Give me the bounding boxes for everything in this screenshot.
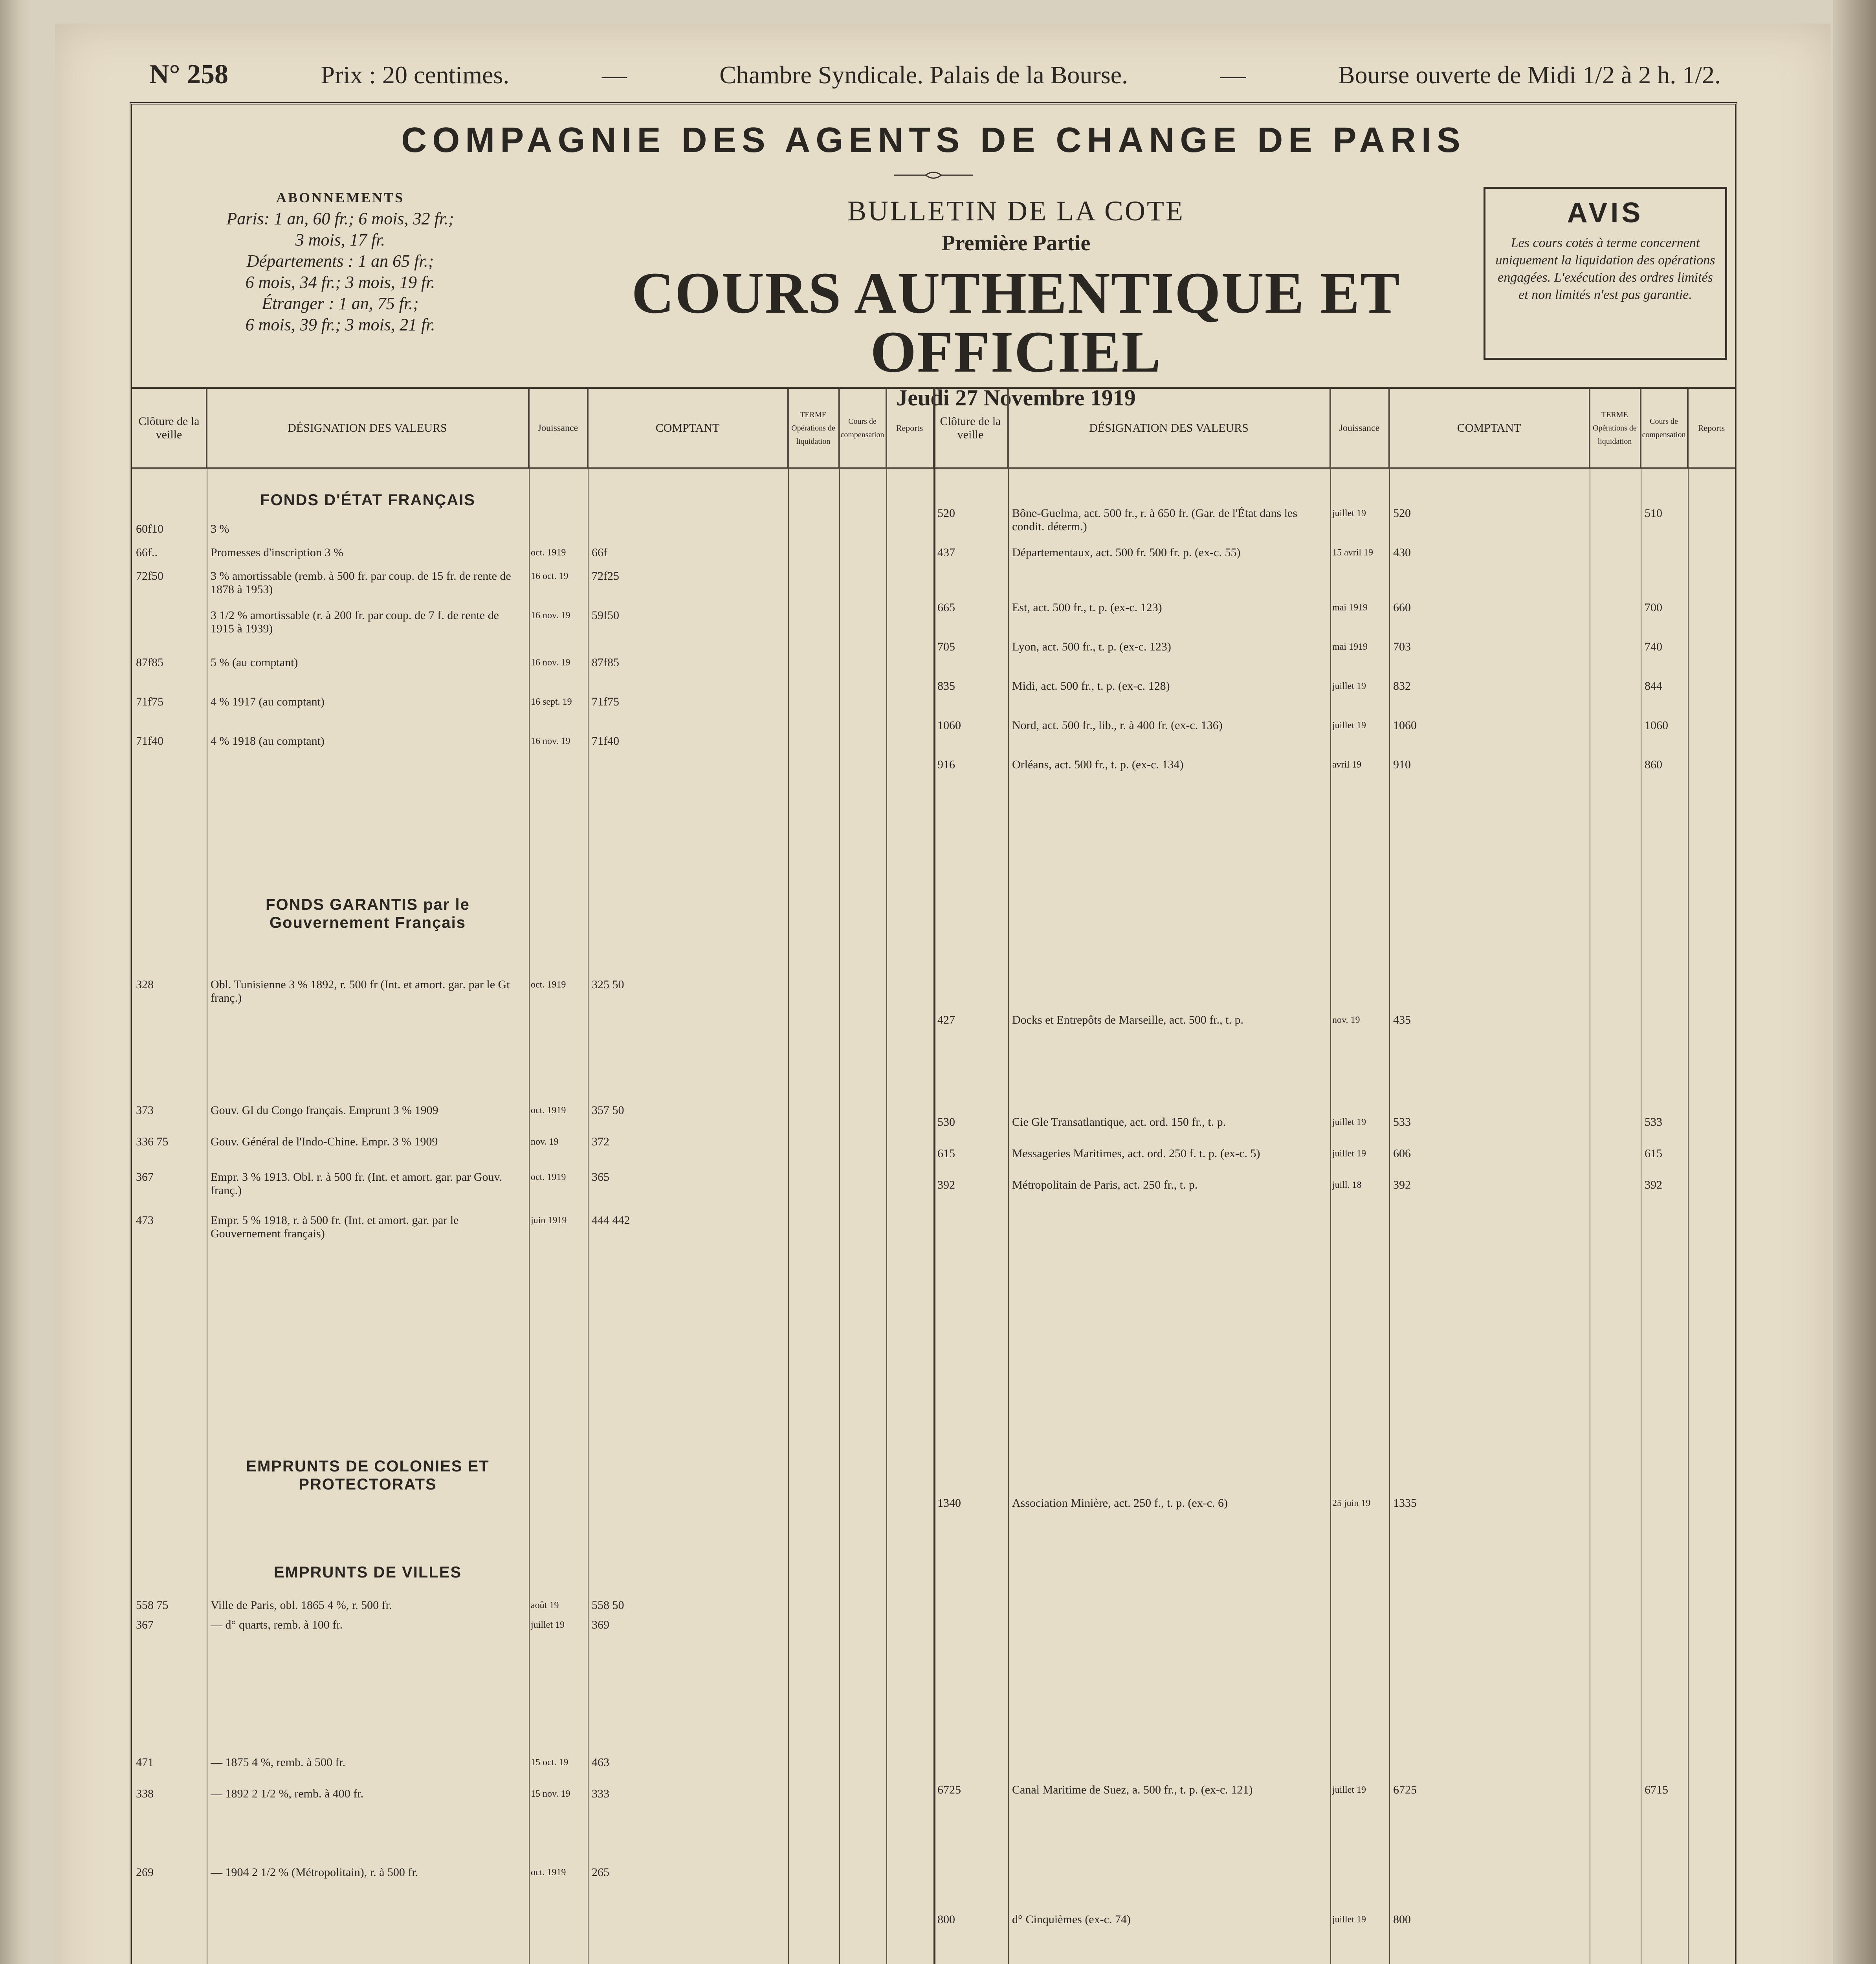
security-name: 4 % 1917 (au comptant) [211, 695, 325, 708]
compensation-value: 533 [1645, 1116, 1662, 1129]
compensation-value: 700 [1645, 601, 1662, 614]
cloture-value: 471 [136, 1756, 154, 1769]
col-reports: Reports [1698, 423, 1725, 433]
masthead [545, 195, 1487, 411]
security-name: Association Minière, act. 250 f., t. p. (ex-c. 6) [1012, 1497, 1228, 1510]
comptant-value: 392 [1393, 1178, 1411, 1191]
security-name: Empr. 3 % 1913. Obl. r. à 500 fr. (Int. et amort. gar. par Gouv. franç.) [211, 1171, 502, 1197]
jouissance-value: juillet 19 [1332, 1117, 1366, 1127]
company-title: COMPAGNIE DES AGENTS DE CHANGE DE PARIS [401, 121, 1466, 160]
cloture-value: 437 [937, 546, 955, 559]
comptant-value: 430 [1393, 546, 1411, 559]
jouissance-value: 16 oct. 19 [531, 571, 568, 581]
notice-box [1484, 187, 1727, 360]
column-rule [839, 389, 840, 1964]
subscription-line: 6 mois, 34 fr.; 3 mois, 19 fr. [245, 273, 435, 292]
security-name: Gouv. Général de l'Indo-Chine. Empr. 3 % 1909 [211, 1135, 438, 1148]
column-rule [1008, 389, 1009, 1964]
col-reports: Reports [886, 389, 933, 467]
comptant-value: 357 50 [592, 1104, 624, 1117]
page-title: COURS AUTHENTIQUE ET OFFICIEL [631, 260, 1401, 385]
comptant-value: 325 50 [592, 978, 624, 991]
col-comptant: COMPTANT [588, 389, 788, 467]
subscription-line: Étranger : 1 an, 75 fr.; [262, 294, 419, 313]
col-designation: DÉSIGNATION DES VALEURS [207, 389, 529, 467]
cloture-value: 367 [136, 1618, 154, 1631]
security-name: Départementaux, act. 500 fr. 500 fr. p. (ex-c. 55) [1012, 546, 1241, 559]
cloture-value: 558 75 [136, 1599, 169, 1612]
jouissance-value: juillet 19 [1332, 1149, 1366, 1159]
cloture-value: 705 [937, 640, 955, 653]
separator: — [1220, 61, 1246, 89]
bulletin-frame [130, 102, 1737, 1964]
col-jouissance: Jouissance [529, 389, 588, 467]
comptant-value: 800 [1393, 1913, 1411, 1926]
jouissance-value: oct. 1919 [531, 980, 566, 990]
security-name: Promesses d'inscription 3 % [211, 546, 343, 559]
compensation-value: 6715 [1645, 1783, 1668, 1796]
section-heading: EMPRUNTS DE COLONIES ET PROTECTORATS [246, 1458, 490, 1493]
comptant-value: 265 [592, 1866, 609, 1879]
subscriptions [144, 187, 537, 335]
col-compensation: Cours de compensation [839, 389, 886, 467]
jouissance-value: juin 1919 [531, 1215, 567, 1226]
comptant-value: 558 50 [592, 1599, 624, 1612]
comptant-value: 372 [592, 1135, 609, 1148]
comptant-value: 72f25 [592, 570, 619, 583]
cloture-value: 87f85 [136, 656, 163, 669]
cloture-value: 328 [136, 978, 154, 991]
cloture-value: 916 [937, 758, 955, 771]
comptant-value: 333 [592, 1787, 609, 1800]
subscription-line: Paris: 1 an, 60 fr.; 6 mois, 32 fr.; [226, 209, 454, 228]
jouissance-value: nov. 19 [1332, 1015, 1360, 1025]
cloture-value: 71f40 [136, 735, 163, 747]
jouissance-value: juillet 19 [531, 1620, 565, 1630]
jouissance-value: 16 nov. 19 [531, 736, 570, 746]
comptant-value: 444 442 [592, 1214, 630, 1227]
quotes-table [132, 387, 1735, 1964]
comptant-value: 1060 [1393, 719, 1417, 732]
notice-body: Les cours cotés à terme concernent uniquement la liquidation des opérations engagées. L'exécution des ordres limités et non limités n'est pas garantie. [1495, 236, 1715, 302]
jouissance-value: 25 juin 19 [1332, 1498, 1371, 1508]
security-name: Canal Maritime de Suez, a. 500 fr., t. p. (ex-c. 121) [1012, 1783, 1253, 1796]
security-name: Cie Gle Transatlantique, act. ord. 150 fr., t. p. [1012, 1116, 1226, 1129]
jouissance-value: nov. 19 [531, 1137, 559, 1147]
comptant-value: 369 [592, 1618, 609, 1631]
issue-date: Jeudi 27 Novembre 1919 [896, 385, 1136, 410]
jouissance-value: mai 1919 [1332, 642, 1368, 652]
col-terme: TERME Opérations de liquidation [788, 389, 839, 467]
comptant-value: 520 [1393, 507, 1411, 520]
section-heading: FONDS GARANTIS par le Gouvernement Français [266, 896, 470, 931]
section-heading: FONDS D'ÉTAT FRANÇAIS [260, 491, 475, 509]
security-name: 5 % (au comptant) [211, 656, 298, 669]
security-name: — 1904 2 1/2 % (Métropolitain), r. à 500 fr. [211, 1866, 418, 1879]
subscription-line: 6 mois, 39 fr.; 3 mois, 21 fr. [245, 315, 435, 334]
jouissance-value: 15 avril 19 [1332, 548, 1373, 558]
cloture-value: 269 [136, 1866, 154, 1879]
comptant-value: 910 [1393, 758, 1411, 771]
security-name: 3 % [211, 522, 229, 535]
jouissance-value: 16 nov. 19 [531, 658, 570, 668]
jouissance-value: 15 oct. 19 [531, 1757, 568, 1768]
jouissance-value: oct. 1919 [531, 548, 566, 558]
cloture-value: 71f75 [136, 695, 163, 708]
comptant-value: 435 [1393, 1013, 1411, 1026]
col-terme: TERME Opérations de liquidation [1590, 389, 1641, 467]
cloture-value: 835 [937, 680, 955, 693]
security-name: 3 1/2 % amortissable (r. à 200 fr. par coup. de 7 f. de rente de 1915 à 1939) [211, 609, 499, 635]
security-name: d° Cinquièmes (ex-c. 74) [1012, 1913, 1131, 1926]
col-jouissance: Jouissance [1330, 389, 1389, 467]
compensation-value: 844 [1645, 680, 1662, 693]
security-name: — 1892 2 1/2 %, remb. à 400 fr. [211, 1787, 364, 1800]
col-designation: DÉSIGNATION DES VALEURS [1008, 389, 1330, 467]
comptant-value: 365 [592, 1171, 609, 1184]
jouissance-value: mai 1919 [1332, 603, 1368, 613]
comptant-value: 606 [1393, 1147, 1411, 1160]
jouissance-value: juillet 19 [1332, 1785, 1366, 1795]
comptant-value: 463 [592, 1756, 609, 1769]
comptant-value: 71f75 [592, 695, 619, 708]
jouissance-value: oct. 1919 [531, 1105, 566, 1116]
header-line [149, 59, 1721, 90]
comptant-value: 71f40 [592, 735, 619, 747]
security-name: Est, act. 500 fr., t. p. (ex-c. 123) [1012, 601, 1162, 614]
cloture-value: 373 [136, 1104, 154, 1117]
cloture-value: 367 [136, 1171, 154, 1184]
subscriptions-title: ABONNEMENTS [276, 190, 405, 205]
column-rule [1389, 389, 1390, 1964]
subscription-line: 3 mois, 17 fr. [295, 230, 385, 249]
cloture-value: 338 [136, 1787, 154, 1800]
security-name: Midi, act. 500 fr., t. p. (ex-c. 128) [1012, 680, 1170, 693]
jouissance-value: juillet 19 [1332, 720, 1366, 731]
security-name: Bône-Guelma, act. 500 fr., r. à 650 fr. (Gar. de l'État dans les condit. déterm.) [1012, 507, 1298, 533]
section-heading: EMPRUNTS DE VILLES [273, 1564, 462, 1581]
column-rule [788, 389, 789, 1964]
bulletin-title: BULLETIN DE LA COTE [847, 195, 1185, 227]
jouissance-value: 16 nov. 19 [531, 610, 570, 621]
cloture-value: 530 [937, 1116, 955, 1129]
compensation-value: 740 [1645, 640, 1662, 653]
security-name: Messageries Maritimes, act. ord. 250 f. t. p. (ex-c. 5) [1012, 1147, 1260, 1160]
comptant-value: 832 [1393, 680, 1411, 693]
part-label: Première Partie [941, 231, 1091, 255]
security-name: Empr. 5 % 1918, r. à 500 fr. (Int. et amort. gar. par le Gouvernement français) [211, 1214, 459, 1240]
cloture-value: 60f10 [136, 522, 163, 535]
cloture-value: 427 [937, 1013, 955, 1026]
jouissance-value: juillet 19 [1332, 508, 1366, 518]
comptant-value: 87f85 [592, 656, 619, 669]
column-rule [588, 389, 589, 1964]
security-name: 4 % 1918 (au comptant) [211, 735, 325, 747]
jouissance-value: avril 19 [1332, 760, 1361, 770]
column-rule [529, 389, 530, 1964]
security-name: Métropolitain de Paris, act. 250 fr., t. p. [1012, 1178, 1198, 1191]
security-name: Ville de Paris, obl. 1865 4 %, r. 500 fr. [211, 1599, 392, 1612]
center-rule [933, 389, 935, 1964]
comptant-value: 66f [592, 546, 607, 559]
cloture-value: 6725 [937, 1783, 961, 1796]
jouissance-value: oct. 1919 [531, 1172, 566, 1182]
security-name: Obl. Tunisienne 3 % 1892, r. 500 fr (Int. et amort. gar. par le Gt franç.) [211, 978, 510, 1004]
notice-title: AVIS [1567, 197, 1644, 229]
column-rule [886, 389, 887, 1964]
security-name: — d° quarts, remb. à 100 fr. [211, 1618, 343, 1631]
col-compensation: Cours de compensation [1641, 389, 1688, 467]
compensation-value: 615 [1645, 1147, 1662, 1160]
price: Prix : 20 centimes. [321, 61, 510, 89]
column-rule [1688, 389, 1689, 1964]
chamber: Chambre Syndicale. Palais de la Bourse. [719, 61, 1128, 89]
jouissance-value: 15 nov. 19 [531, 1789, 570, 1799]
compensation-value: 510 [1645, 507, 1662, 520]
cloture-value: 473 [136, 1214, 154, 1227]
cloture-value: 800 [937, 1913, 955, 1926]
jouissance-value: juillet 19 [1332, 1915, 1366, 1925]
subscription-line: Départements : 1 an 65 fr.; [246, 251, 434, 271]
jouissance-value: juillet 19 [1332, 681, 1366, 691]
cloture-value: 1340 [937, 1497, 961, 1510]
separator: — [601, 61, 627, 89]
security-name: Docks et Entrepôts de Marseille, act. 500 fr., t. p. [1012, 1013, 1244, 1026]
cloture-value: 66f.. [136, 546, 158, 559]
book-edge [1833, 0, 1876, 1964]
cloture-value: 392 [937, 1178, 955, 1191]
comptant-value: 6725 [1393, 1783, 1417, 1796]
ornament-icon [894, 169, 973, 181]
cloture-value: 615 [937, 1147, 955, 1160]
security-name: Nord, act. 500 fr., lib., r. à 400 fr. (ex-c. 136) [1012, 719, 1223, 732]
compensation-value: 860 [1645, 758, 1662, 771]
comptant-value: 703 [1393, 640, 1411, 653]
cloture-value: 72f50 [136, 570, 163, 583]
cloture-value: 1060 [937, 719, 961, 732]
opening-hours: Bourse ouverte de Midi 1/2 à 2 h. 1/2. [1338, 61, 1721, 89]
comptant-value: 533 [1393, 1116, 1411, 1129]
compensation-value: 1060 [1645, 719, 1668, 732]
book-spine [0, 0, 31, 1964]
comptant-value: 660 [1393, 601, 1411, 614]
compensation-value: 392 [1645, 1178, 1662, 1191]
security-name: — 1875 4 %, remb. à 500 fr. [211, 1756, 346, 1769]
col-cloture: Clôture de la veille [933, 389, 1008, 467]
comptant-value: 59f50 [592, 609, 619, 622]
cloture-value: 520 [937, 507, 955, 520]
col-comptant: COMPTANT [1389, 389, 1590, 467]
jouissance-value: juill. 18 [1332, 1180, 1362, 1190]
security-name: Orléans, act. 500 fr., t. p. (ex-c. 134) [1012, 758, 1184, 771]
cloture-value: 336 75 [136, 1135, 169, 1148]
jouissance-value: oct. 1919 [531, 1867, 566, 1878]
issue-number: N° 258 [149, 59, 229, 90]
security-name: 3 % amortissable (remb. à 500 fr. par coup. de 15 fr. de rente de 1878 à 1953) [211, 570, 511, 596]
security-name: Lyon, act. 500 fr., t. p. (ex-c. 123) [1012, 640, 1171, 653]
security-name: Gouv. Gl du Congo français. Emprunt 3 % 1909 [211, 1104, 438, 1117]
jouissance-value: 16 sept. 19 [531, 697, 572, 707]
comptant-value: 1335 [1393, 1497, 1417, 1510]
jouissance-value: août 19 [531, 1600, 559, 1610]
col-cloture: Clôture de la veille [132, 389, 207, 467]
column-rule [1330, 389, 1331, 1964]
cloture-value: 665 [937, 601, 955, 614]
